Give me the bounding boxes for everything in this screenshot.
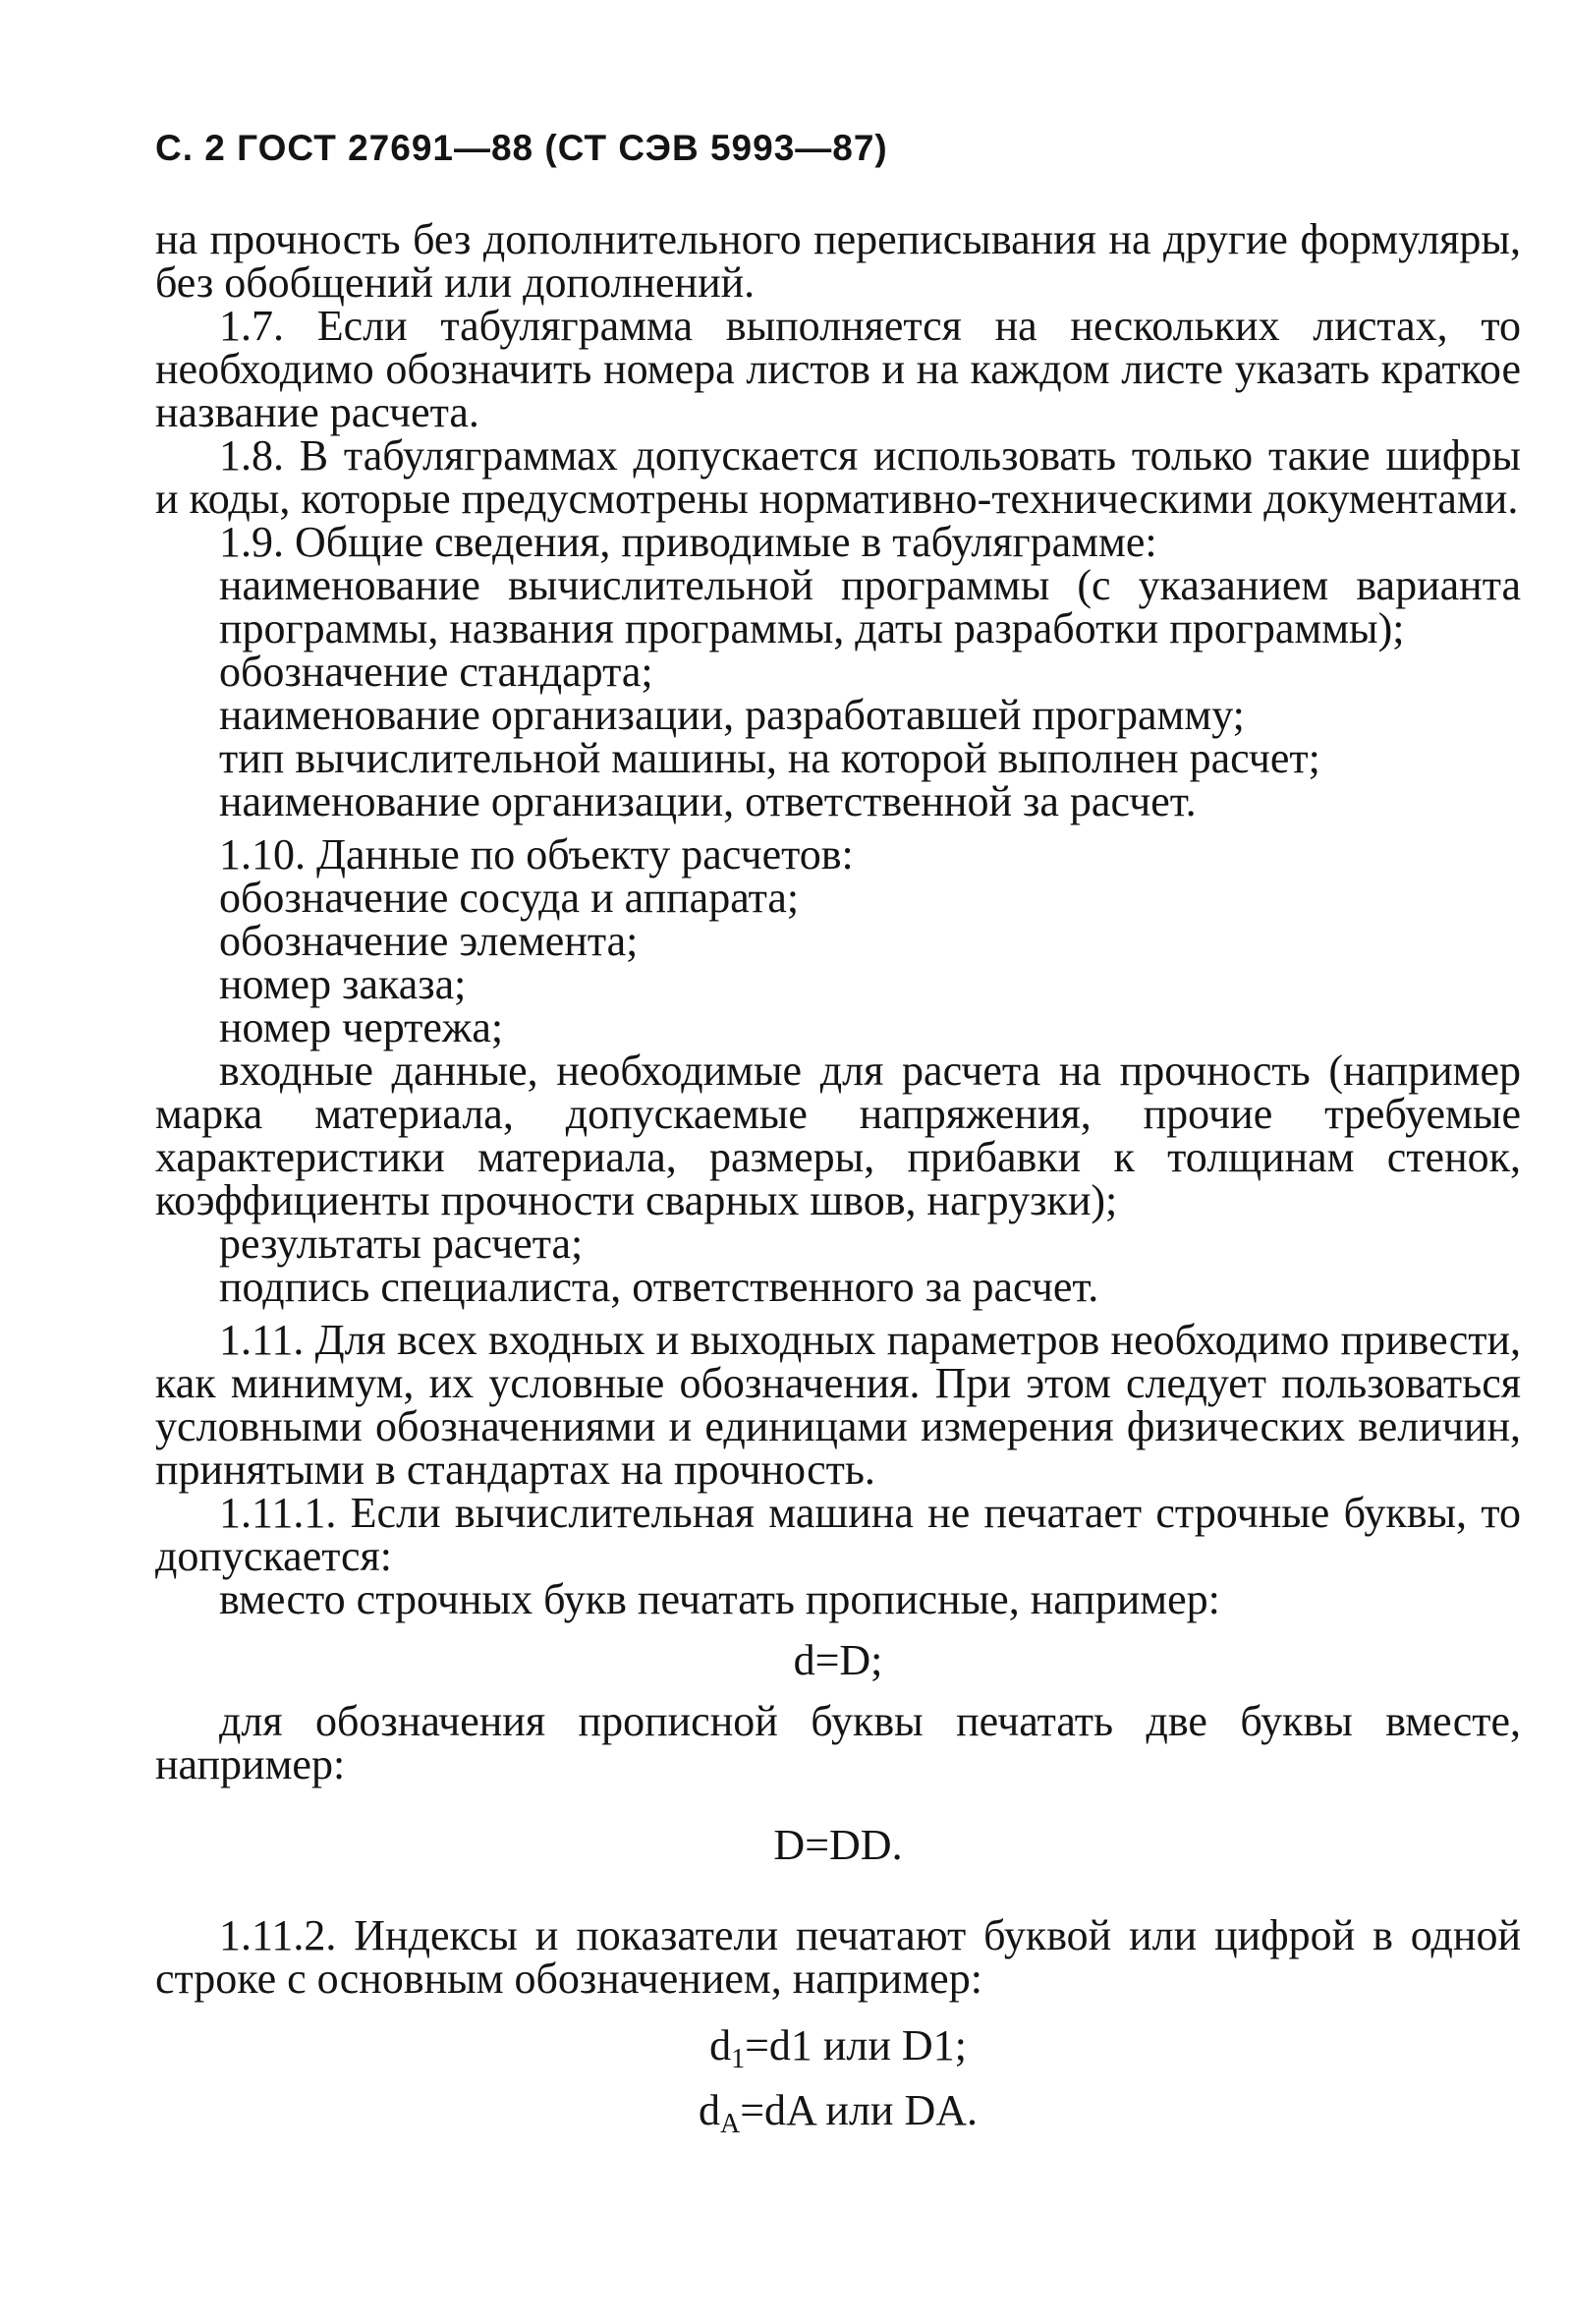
formula-text: D=DD. <box>773 1821 903 1869</box>
formula-subscript: 1 <box>731 2044 746 2074</box>
formula-rest: =dA или DA. <box>740 2086 978 2134</box>
list-item: тип вычислительной машины, на которой выполнен расчет; <box>219 734 1320 782</box>
list-item: подпись специалиста, ответственного за расчет. <box>219 1263 1099 1311</box>
paragraph-1-11-1-b: для обозначения прописной буквы печатать две буквы вместе, например: <box>155 1697 1521 1788</box>
list-item: наименование организации, ответственной за расчет. <box>219 777 1197 825</box>
paragraph-1-11-1-a: вместо строчных букв печатать прописные, например: <box>219 1575 1220 1623</box>
paragraph-1-7: 1.7. Если табуляграмма выполняется на нескольких листах, то необходимо обозначить номера листов и на каждом листе указать краткое название расчета. <box>155 302 1521 436</box>
list-item: обозначение стандарта; <box>219 648 653 696</box>
formula-lowercase <box>155 1635 1521 1686</box>
intro-paragraph: на прочность без дополнительного переписывания на другие формуляры, без обобщений или дополнений. <box>155 215 1521 307</box>
list-item: результаты расчета; <box>219 1219 584 1268</box>
formula-uppercase <box>155 1820 1521 1871</box>
paragraph-1-9: 1.9. Общие сведения, приводимые в табуляграмме: <box>219 518 1157 566</box>
formula-index-letter <box>155 2085 1521 2150</box>
paragraph-1-8: 1.8. В табуляграммах допускается использовать только такие шифры и коды, которые предусмотрены нормативно-техническими документами. <box>155 431 1521 523</box>
list-item: входные данные, необходимые для расчета на прочность (например марка материала, допускаемые напряжения, прочие требуемые характеристики материала, размеры, прибавки к толщинам стенок, коэффициенты прочности сварных швов, нагрузки); <box>155 1047 1521 1224</box>
paragraph-1-11: 1.11. Для всех входных и выходных параметров необходимо привести, как минимум, их условные обозначения. При этом следует пользоваться условными обозначениями и единицами измерения физических величин, принятыми в стандартах на прочность. <box>155 1316 1521 1494</box>
list-item: обозначение сосуда и аппарата; <box>219 874 800 922</box>
list-item: наименование вычислительной программы (с указанием варианта программы, названия программы, даты разработки программы); <box>219 561 1521 652</box>
formula-subscript: A <box>720 2109 741 2139</box>
paragraph-1-11-1: 1.11.1. Если вычислительная машина не печатает строчные буквы, то допускается: <box>155 1489 1521 1580</box>
paragraph-1-11-2: 1.11.2. Индексы и показатели печатают буквой или цифрой в одной строке с основным обозначением, например: <box>155 1911 1521 2003</box>
list-item: обозначение элемента; <box>219 917 639 965</box>
list-item: номер заказа; <box>219 960 467 1008</box>
formula-base: d <box>699 2086 720 2134</box>
paragraph-1-10: 1.10. Данные по объекту расчетов: <box>219 830 854 879</box>
page-header: С. 2 ГОСТ 27691—88 (СТ СЭВ 5993—87) <box>155 128 888 168</box>
formula-rest: =d1 или D1; <box>745 2021 967 2069</box>
list-item: номер чертежа; <box>219 1003 504 1051</box>
formula-index-numeric <box>155 2020 1521 2085</box>
document-body <box>155 215 1521 2164</box>
list-item: наименование организации, разработавшей программу; <box>219 691 1245 739</box>
formula-base: d <box>709 2021 732 2069</box>
formula-text: d=D; <box>793 1636 883 1684</box>
